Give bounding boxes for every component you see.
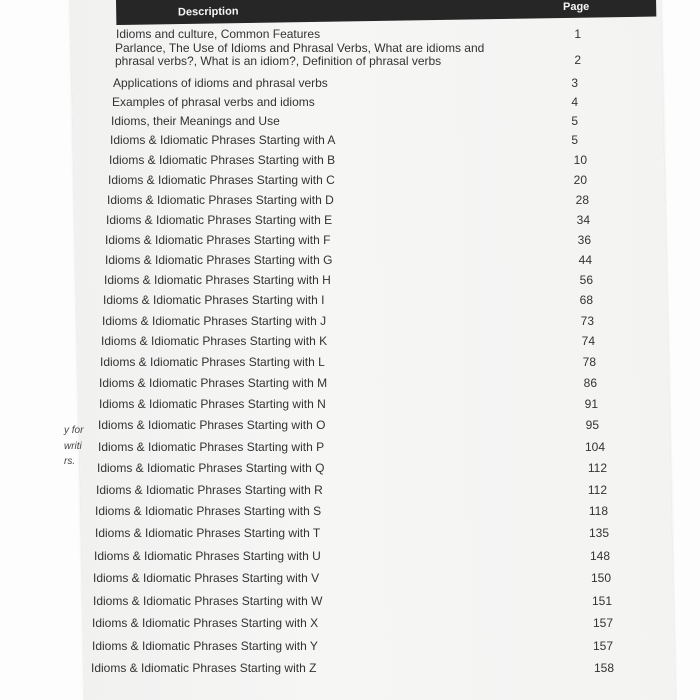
row-description-line2: phrasal verbs?, What is an idiom?, Definition of phrasal verbs (115, 54, 442, 68)
contents-row (98, 440, 605, 458)
contents-row (108, 173, 587, 191)
row-description: Idioms & Idiomatic Phrases Starting with V (93, 571, 320, 585)
contents-row (97, 461, 607, 479)
row-description: Idioms & Idiomatic Phrases Starting with H (104, 273, 331, 287)
row-page-number: 3 (571, 76, 578, 90)
contents-row (110, 133, 578, 151)
contents-row (98, 418, 599, 436)
contents-row (101, 334, 595, 352)
row-page-number: 34 (576, 213, 590, 227)
contents-row (109, 153, 587, 171)
row-page-number: 56 (579, 273, 593, 287)
row-page-number: 104 (584, 440, 605, 454)
row-page-number: 157 (592, 616, 613, 630)
contents-row (93, 571, 611, 589)
contents-row (113, 76, 578, 94)
row-page-number: 20 (573, 173, 587, 187)
row-description: Parlance, The Use of Idioms and Phrasal Verbs, What are idioms and (115, 41, 485, 55)
row-description: Idioms & Idiomatic Phrases Starting with J (102, 314, 327, 328)
row-description: Idioms & Idiomatic Phrases Starting with K (101, 334, 328, 348)
contents-row (105, 233, 591, 251)
row-description: Idioms & Idiomatic Phrases Starting with Y (92, 639, 318, 653)
row-description: Idioms & Idiomatic Phrases Starting with Z (91, 661, 317, 675)
contents-row (112, 95, 578, 113)
row-page-number: 28 (575, 193, 589, 207)
margin-note: rs. (64, 456, 76, 467)
row-page-number: 4 (571, 95, 578, 109)
contents-row (91, 661, 614, 679)
row-page-number: 157 (592, 639, 613, 653)
row-page-number: 91 (584, 397, 598, 411)
row-description: Idioms & Idiomatic Phrases Starting with B (109, 153, 336, 167)
contents-row (105, 253, 592, 271)
row-description: Idioms & Idiomatic Phrases Starting with Q (97, 461, 325, 475)
row-page-number: 1 (574, 27, 581, 41)
row-page-number: 148 (589, 549, 610, 563)
row-page-number: 158 (593, 661, 614, 675)
row-page-number: 135 (588, 526, 609, 540)
margin-note: writi (64, 441, 82, 452)
row-description: Idioms & Idiomatic Phrases Starting with O (98, 418, 326, 432)
row-page-number: 112 (587, 461, 607, 475)
row-description: Idioms & Idiomatic Phrases Starting with I (103, 293, 325, 307)
row-page-number: 5 (571, 133, 578, 147)
contents-row (107, 193, 589, 211)
contents-row (93, 594, 612, 612)
row-description: Idioms & Idiomatic Phrases Starting with X (92, 616, 319, 630)
contents-row (102, 314, 594, 332)
row-description: Idioms & Idiomatic Phrases Starting with U (94, 549, 321, 563)
row-description: Idioms and culture, Common Features (116, 27, 321, 41)
row-page-number: 5 (571, 114, 578, 128)
contents-row (94, 549, 610, 567)
contents-row (106, 213, 590, 231)
contents-row (100, 355, 596, 373)
contents-row (99, 376, 597, 394)
row-page-number: 150 (590, 571, 611, 585)
row-page-number: 112 (587, 483, 607, 497)
contents-row (92, 616, 613, 634)
row-description: Idioms & Idiomatic Phrases Starting with S (95, 504, 322, 518)
row-page-number: 95 (585, 418, 599, 432)
row-description: Idioms & Idiomatic Phrases Starting with T (95, 526, 321, 540)
row-page-number: 73 (580, 314, 594, 328)
header-description: Description (177, 5, 239, 19)
row-page-number: 68 (579, 293, 593, 307)
row-page-number: 86 (583, 376, 597, 390)
row-page-number: 78 (582, 355, 596, 369)
row-description: Idioms & Idiomatic Phrases Starting with L (100, 355, 325, 369)
row-description: Idioms & Idiomatic Phrases Starting with P (98, 440, 325, 454)
row-description: Idioms & Idiomatic Phrases Starting with E (106, 213, 333, 227)
row-description: Idioms, their Meanings and Use (111, 114, 280, 128)
row-description: Idioms & Idiomatic Phrases Starting with A (110, 133, 336, 147)
contents-row (92, 639, 613, 657)
contents-row (115, 41, 581, 68)
row-description: Idioms & Idiomatic Phrases Starting with D (107, 193, 334, 207)
row-description: Idioms & Idiomatic Phrases Starting with F (105, 233, 331, 247)
row-description: Idioms & Idiomatic Phrases Starting with C (108, 173, 335, 187)
contents-row (103, 293, 593, 311)
row-page-number: 151 (591, 594, 612, 608)
row-description: Applications of idioms and phrasal verbs (113, 76, 328, 90)
contents-row (95, 504, 608, 522)
contents-row (95, 526, 609, 544)
row-page-number: 118 (588, 504, 608, 518)
row-page-number: 74 (581, 334, 595, 348)
contents-row (99, 397, 598, 415)
row-description: Idioms & Idiomatic Phrases Starting with R (96, 483, 323, 497)
contents-row (96, 483, 607, 501)
row-description: Idioms & Idiomatic Phrases Starting with N (99, 397, 326, 411)
row-page-number: 36 (577, 233, 591, 247)
row-page-number: 10 (573, 153, 587, 167)
row-page-number: 44 (578, 253, 592, 267)
row-description: Idioms & Idiomatic Phrases Starting with G (105, 253, 333, 267)
row-description: Idioms & Idiomatic Phrases Starting with M (99, 376, 328, 390)
header-page: Page (563, 1, 590, 13)
row-description: Idioms & Idiomatic Phrases Starting with W (93, 594, 323, 608)
contents-row (104, 273, 593, 291)
margin-note: y for (64, 425, 84, 436)
row-description: Examples of phrasal verbs and idioms (112, 95, 315, 109)
row-page-number: 2 (574, 53, 581, 67)
contents-row (111, 114, 578, 132)
